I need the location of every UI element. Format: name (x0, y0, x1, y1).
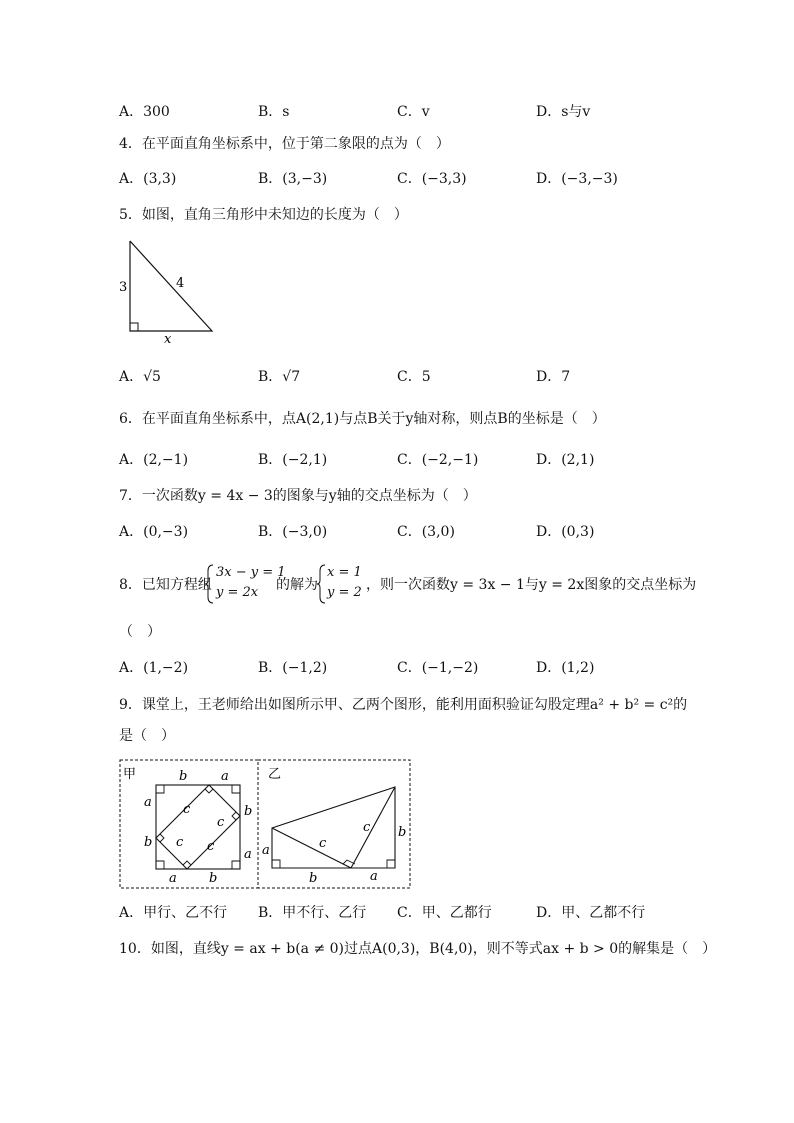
fig-jia-label-c2: c (217, 815, 225, 830)
q8-stem-b: 的解为 (276, 577, 318, 593)
q8-option-a: A．(1,−2) (119, 660, 189, 676)
q4-option-c: C．(−3,3) (397, 171, 467, 187)
label-side-4: 4 (176, 276, 185, 291)
q8-system2-eq2: y = 2 (327, 585, 362, 600)
fig-jia-label-left-a: a (144, 795, 152, 810)
q8-option-b: B．(−1,2) (258, 660, 328, 676)
q7-option-d: D．(0,3) (536, 524, 595, 540)
q8-system1-eq2: y = 2x (216, 585, 259, 600)
q6-option-b: B．(−2,1) (258, 452, 328, 468)
fig-jia-label-c4: c (207, 839, 215, 854)
q4-option-b: B．(3,−3) (258, 171, 328, 187)
q4-option-a: A．(3,3) (119, 171, 177, 187)
q10-stem: 10．如图，直线y = ax + b(a ≠ 0)过点A(0,3)，B(4,0)，则不等式ax + b > 0的解集是（ ） (119, 941, 717, 957)
fig-jia-label-c3: c (176, 835, 184, 850)
q5-option-d: D．7 (536, 369, 571, 385)
q4-option-d: D．(−3,−3) (536, 171, 618, 187)
fig-jia-label-right-b: b (244, 804, 253, 819)
fig-yi-drawing (272, 787, 395, 868)
fig-jia-label-top-a: a (221, 769, 229, 784)
q8-option-d: D．(1,2) (536, 660, 595, 676)
q3-option-b: B．s (258, 104, 290, 120)
q9-option-c: C．甲、乙都行 (397, 905, 492, 921)
q7-option-c: C．(3,0) (397, 524, 455, 540)
q5-option-a: A．√5 (119, 369, 161, 385)
q9-option-b: B．甲不行、乙行 (258, 905, 367, 921)
q6-stem: 6．在平面直角坐标系中，点A(2,1)与点B关于y轴对称，则点B的坐标是（ ） (119, 411, 606, 427)
q7-option-b: B．(−3,0) (258, 524, 328, 540)
q7-stem: 7．一次函数y = 4x − 3的图象与y轴的交点坐标为（ ） (119, 488, 477, 504)
q8-option-c: C．(−1,−2) (397, 660, 479, 676)
q8-answer-paren: （ ） (119, 624, 161, 640)
fig-yi-label-left-a: a (262, 843, 270, 858)
fig-jia-label-top-b: b (179, 769, 188, 784)
q5-stem: 5．如图，直角三角形中未知边的长度为（ ） (119, 207, 408, 223)
q9-stem-line2: 是（ ） (119, 728, 175, 744)
fig-yi-label-bottom-b: b (309, 871, 318, 886)
q6-option-a: A．(2,−1) (119, 452, 189, 468)
fig-yi-label-bottom-a: a (370, 869, 378, 884)
fig-yi-label-c1: c (319, 836, 327, 851)
fig-yi-title: 乙 (268, 767, 282, 782)
q5-option-b: B．√7 (258, 369, 301, 385)
fig-yi-label-c2: c (363, 820, 371, 835)
q3-option-c: C．v (397, 104, 430, 120)
fig-jia-label-right-a: a (244, 847, 252, 862)
fig-jia-drawing (156, 785, 240, 869)
label-side-3: 3 (119, 280, 128, 295)
q8-system2-eq1: x = 1 (327, 565, 362, 580)
right-triangle (130, 241, 212, 331)
fig-jia-label-left-b: b (144, 835, 153, 850)
q6-option-c: C．(−2,−1) (397, 452, 479, 468)
fig-jia-label-c1: c (183, 802, 191, 817)
right-angle-mark (130, 323, 138, 331)
q7-option-a: A．(0,−3) (119, 524, 189, 540)
q8-system1-eq1: 3x − y = 1 (216, 565, 286, 580)
q5-triangle-figure (110, 235, 230, 350)
q8-system2-brace (317, 563, 327, 605)
q8-stem-c: ，则一次函数y = 3x − 1与y = 2x图象的交点坐标为 (366, 577, 697, 593)
q5-option-c: C．5 (397, 369, 431, 385)
fig-yi-label-right-b: b (398, 825, 407, 840)
q8-system1-brace (205, 563, 215, 605)
fig-jia-label-bottom-a: a (169, 871, 177, 886)
q3-option-a: A．300 (119, 104, 170, 120)
q9-option-d: D．甲、乙都不行 (536, 905, 646, 921)
fig-jia-label-bottom-b: b (209, 871, 218, 886)
q4-stem: 4．在平面直角坐标系中，位于第二象限的点为（ ） (119, 136, 450, 152)
q9-figures (119, 758, 411, 890)
q8-stem-a: 8．已知方程组 (119, 577, 212, 593)
q9-option-a: A．甲行、乙不行 (119, 905, 228, 921)
fig-jia-title: 甲 (123, 767, 137, 782)
q3-option-d: D．s与v (536, 104, 591, 120)
label-side-x: x (164, 332, 172, 347)
q9-stem-line1: 9．课堂上，王老师给出如图所示甲、乙两个图形，能利用面积验证勾股定理a² + b² = c²的 (119, 697, 688, 713)
q6-option-d: D．(2,1) (536, 452, 595, 468)
